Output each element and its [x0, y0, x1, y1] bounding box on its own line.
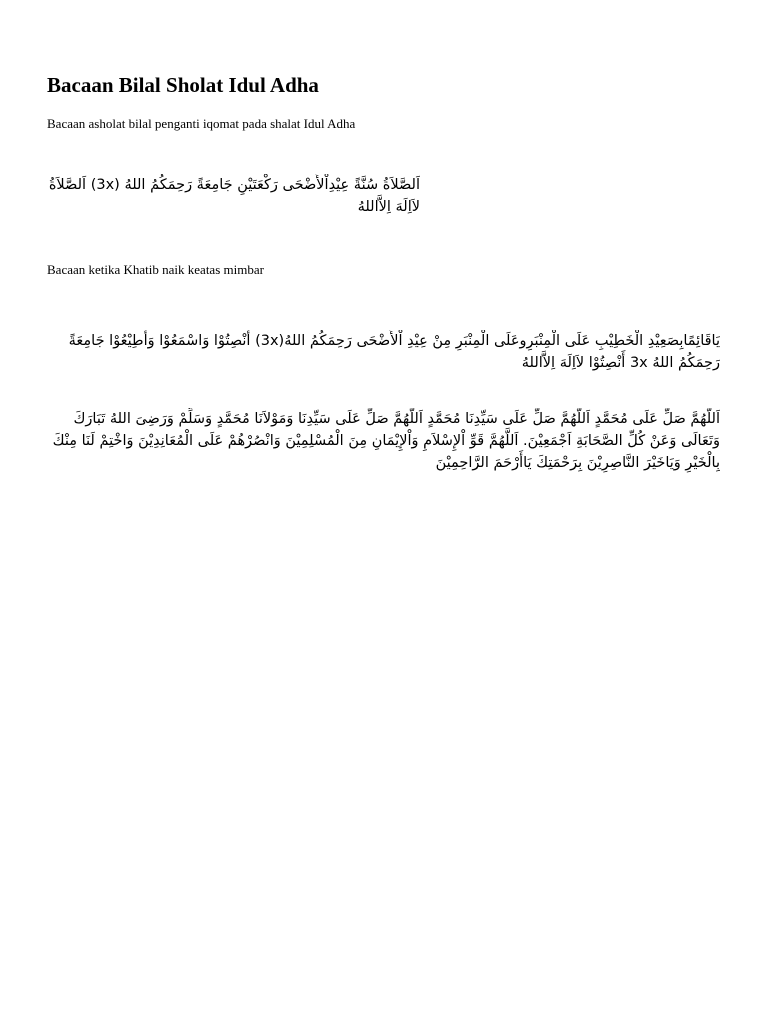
page-title: Bacaan Bilal Sholat Idul Adha: [47, 73, 319, 97]
subtitle: Bacaan asholat bilal penganti iqomat pada shalat Idul Adha: [47, 116, 356, 131]
arabic-text-khatib-call: يَاقَائِمًابِصَعِيْدِ الْخَطِيْبِ عَلَى الْمِنْبَرِوعَلَى الْمِنْبَرِ مِنْ عِيْدِ اْلأَضْحَى رَحِمَكُمُ اللهُ(3x) أَنْصِتُوْا وَاسْمَعُوْا وَأَطِيْعُوْا جَامِعَةً رَحِمَكُمُ اللهُ 3x أَنْصِتُوْا لاَاِلَهَ اِلاَّاللهُ: [68, 333, 720, 371]
arabic-text-sholawat-prayer: اَللَّهُمَّ صَلِّ عَلَى مُحَمَّدٍ اَللَّهُمَّ صَلِّ عَلَى سَيِّدِنَا مُحَمَّدٍ اَللَّهُمَّ صَلِّ عَلَى سَيِّدِنَا وَمَوْلاَنَا مُحَمَّدٍ وَسَلِّمْ وَرَضِىَ اللهُ تَبَارَكَ وَتَعَالَى وَعَنْ كُلِّ الصَّحَابَةِ اَجْمَعِيْنَ. اَللَّهُمَّ قَوِّ اْلإِسْلاَمِ وَاْلإِيْمَانِ مِنَ الْمُسْلِمِيْنَ وَانْصُرْهُمْ عَلَى الْمُعَانِدِيْنَ وَاخْتِمْ لَنَا مِنْكَ بِالْخَيْرِ وَيَاخَيْرَ النَّاصِرِيْنَ بِرَحْمَتِكَ يَاأَرْحَمَ الرَّاحِمِيْنَ: [52, 411, 720, 471]
section-label-khatib: Bacaan ketika Khatib naik keatas mimbar: [47, 262, 264, 277]
arabic-text-bilal-call: اَلصَّلاَةُ سُنَّةً عِيْدِاْلأَضْحَى رَكْعَتَيْنِ جَامِعَةً رَحِمَكُمُ اللهُ (3x) اَلصَّلاَةُ لاَاِلَهَ اِلاَّاللهُ: [48, 177, 420, 215]
